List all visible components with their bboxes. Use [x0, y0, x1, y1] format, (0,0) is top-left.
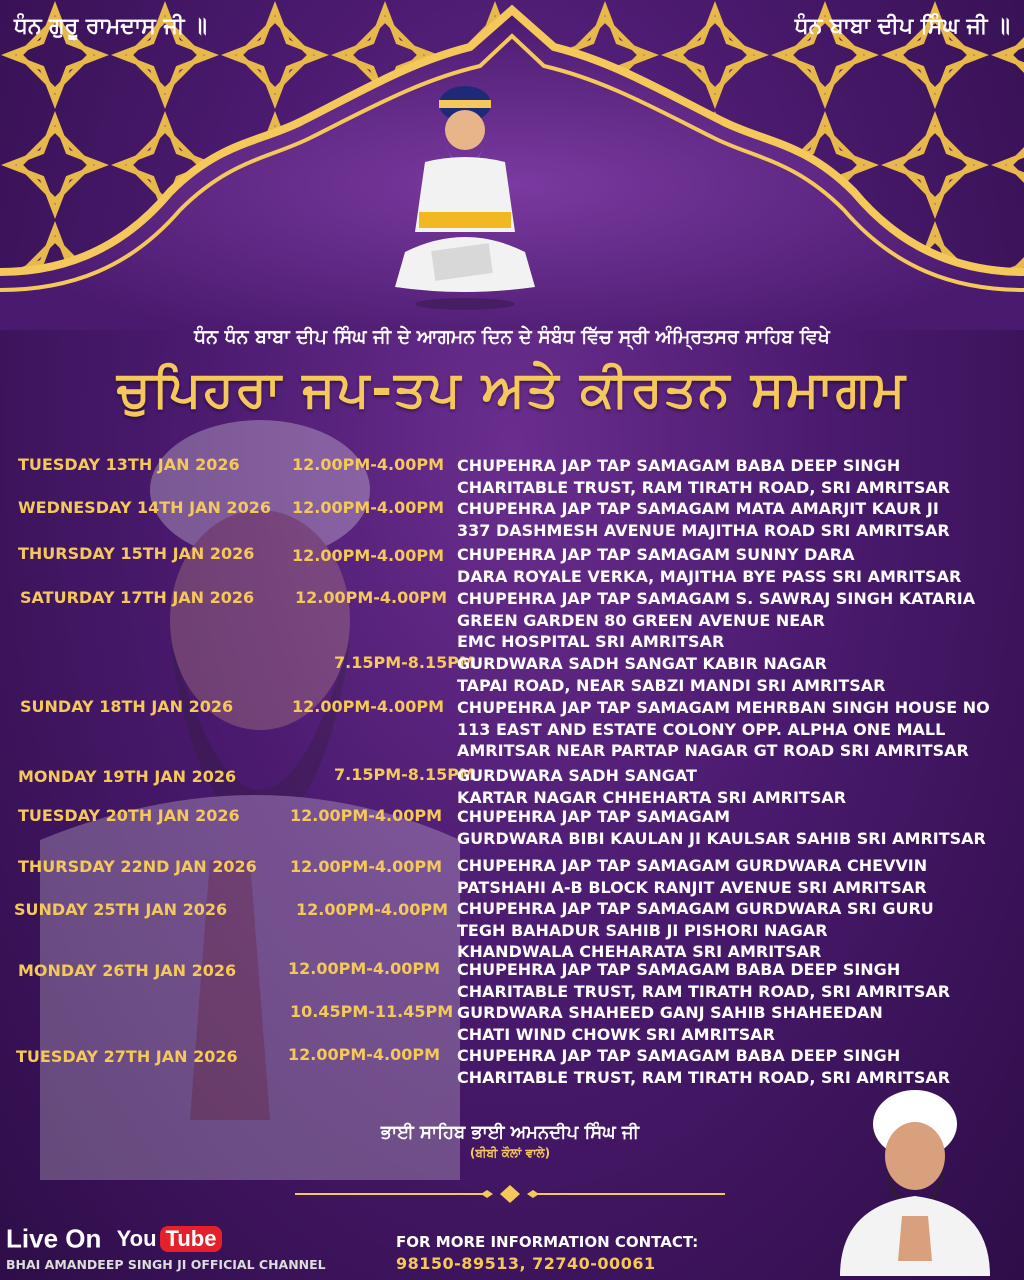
- venue-line: 337 DASHMESH AVENUE MAJITHA ROAD SRI AMRITSAR: [457, 520, 950, 540]
- venue-line: CHUPEHRA JAP TAP SAMAGAM BABA DEEP SINGH: [457, 456, 901, 475]
- venue-line: GURDWARA BIBI KAULAN JI KAULSAR SAHIB SRI AMRITSAR: [457, 828, 986, 848]
- schedule-time: 12.00PM-4.00PM: [290, 857, 443, 876]
- schedule-venue: [457, 855, 1022, 898]
- venue-line: GURDWARA SHAHEED GANJ SAHIB SHAHEEDAN: [457, 1003, 883, 1022]
- schedule-time: 12.00PM-4.00PM: [292, 455, 445, 474]
- header-left-text: ਧੰਨ ਗੁਰੂ ਰਾਮਦਾਸ ਜੀ ॥: [14, 14, 207, 39]
- header-ornament: [0, 0, 1024, 330]
- schedule-time: 7.15PM-8.15PM: [334, 653, 475, 672]
- venue-line: CHARITABLE TRUST, RAM TIRATH ROAD, SRI AMRITSAR: [457, 981, 951, 1001]
- bhai-sahib-portrait: [820, 1086, 1010, 1276]
- schedule-day: WEDNESDAY 14TH JAN 2026: [18, 498, 271, 517]
- schedule-venue: [457, 697, 1022, 762]
- venue-line: CHARITABLE TRUST, RAM TIRATH ROAD, SRI AMRITSAR: [457, 1067, 951, 1087]
- schedule-venue: [457, 765, 1022, 808]
- schedule-venue: [457, 653, 1022, 696]
- schedule-day: TUESDAY 20TH JAN 2026: [18, 806, 240, 825]
- venue-line: KARTAR NAGAR CHHEHARTA SRI AMRITSAR: [457, 787, 847, 807]
- venue-line: TAPAI ROAD, NEAR SABZI MANDI SRI AMRITSAR: [457, 675, 886, 695]
- contact-phones: 98150-89513, 72740-00061: [396, 1254, 656, 1273]
- venue-line: TEGH BAHADUR SAHIB JI PISHORI NAGAR: [457, 920, 828, 940]
- venue-line: CHUPEHRA JAP TAP SAMAGAM MATA AMARJIT KAUR JI: [457, 499, 939, 518]
- schedule-time: 12.00PM-4.00PM: [292, 697, 445, 716]
- schedule-day: MONDAY 26TH JAN 2026: [18, 961, 237, 980]
- schedule-venue: [457, 806, 1022, 849]
- venue-line: AMRITSAR NEAR PARTAP NAGAR GT ROAD SRI AMRITSAR: [457, 741, 969, 760]
- schedule-venue: [457, 898, 1022, 963]
- venue-line: CHATI WIND CHOWK SRI AMRITSAR: [457, 1024, 775, 1044]
- schedule-time: 12.00PM-4.00PM: [290, 806, 443, 825]
- event-title: ਚੁਪਿਹਰਾ ਜਪ-ਤਪ ਅਤੇ ਕੀਰਤਨ ਸਮਾਗਮ: [116, 360, 908, 418]
- schedule-day: SUNDAY 18TH JAN 2026: [20, 697, 234, 716]
- schedule-time: 7.15PM-8.15PM: [334, 765, 475, 784]
- schedule-time: 12.00PM-4.00PM: [288, 959, 441, 978]
- venue-line: GURDWARA SADH SANGAT: [457, 766, 697, 785]
- youtube-logo-tube: Tube: [160, 1226, 223, 1252]
- schedule-day: THURSDAY 15TH JAN 2026: [18, 544, 255, 563]
- schedule-time: 12.00PM-4.00PM: [296, 900, 449, 919]
- schedule-venue: [457, 455, 1022, 498]
- channel-name: BHAI AMANDEEP SINGH JI OFFICIAL CHANNEL: [6, 1257, 326, 1272]
- schedule-time: 12.00PM-4.00PM: [292, 498, 445, 517]
- venue-line: GREEN GARDEN 80 GREEN AVENUE NEAR: [457, 610, 825, 630]
- schedule-venue: [457, 588, 1022, 653]
- venue-line: EMC HOSPITAL SRI AMRITSAR: [457, 632, 725, 651]
- schedule-day: SATURDAY 17TH JAN 2026: [20, 588, 255, 607]
- live-on-label: Live On: [6, 1223, 102, 1254]
- event-subtitle: ਧੰਨ ਧੰਨ ਬਾਬਾ ਦੀਪ ਸਿੰਘ ਜੀ ਦੇ ਆਗਮਨ ਦਿਨ ਦੇ ਸੰਬੰਧ ਵਿੱਚ ਸ੍ਰੀ ਅੰਮ੍ਰਿਤਸਰ ਸਾਹਿਬ ਵਿਖੇ: [194, 326, 830, 348]
- venue-line: CHUPEHRA JAP TAP SAMAGAM: [457, 807, 731, 826]
- schedule-day: TUESDAY 27TH JAN 2026: [16, 1047, 238, 1066]
- venue-line: CHUPEHRA JAP TAP SAMAGAM GURDWARA SRI GURU: [457, 899, 934, 918]
- venue-line: CHUPEHRA JAP TAP SAMAGAM GURDWARA CHEVVIN: [457, 856, 928, 875]
- schedule-venue: [457, 1002, 1022, 1045]
- venue-line: CHUPEHRA JAP TAP SAMAGAM SUNNY DARA: [457, 545, 855, 564]
- venue-line: 113 EAST AND ESTATE COLONY OPP. ALPHA ONE MALL: [457, 719, 946, 739]
- venue-line: GURDWARA SADH SANGAT KABIR NAGAR: [457, 654, 827, 673]
- schedule-venue: [457, 498, 1022, 541]
- header-right-text: ਧੰਨ ਬਾਬਾ ਦੀਪ ਸਿੰਘ ਜੀ ॥: [794, 14, 1010, 39]
- venue-line: CHARITABLE TRUST, RAM TIRATH ROAD, SRI AMRITSAR: [457, 477, 951, 497]
- venue-line: CHUPEHRA JAP TAP SAMAGAM BABA DEEP SINGH: [457, 960, 901, 979]
- schedule-day: MONDAY 19TH JAN 2026: [18, 767, 237, 786]
- schedule-day: TUESDAY 13TH JAN 2026: [18, 455, 240, 474]
- venue-line: KHANDWALA CHEHARATA SRI AMRITSAR: [457, 942, 822, 961]
- venue-line: CHUPEHRA JAP TAP SAMAGAM BABA DEEP SINGH: [457, 1046, 901, 1065]
- venue-line: DARA ROYALE VERKA, MAJITHA BYE PASS SRI AMRITSAR: [457, 566, 962, 586]
- schedule-venue: [457, 959, 1022, 1002]
- venue-line: CHUPEHRA JAP TAP SAMAGAM MEHRBAN SINGH HOUSE NO: [457, 698, 990, 717]
- gold-divider: [295, 1184, 725, 1204]
- schedule-time: 12.00PM-4.00PM: [292, 546, 445, 565]
- schedule-time: 12.00PM-4.00PM: [295, 588, 448, 607]
- live-on-youtube[interactable]: [6, 1222, 222, 1255]
- schedule-day: SUNDAY 25TH JAN 2026: [14, 900, 228, 919]
- presenter-subtitle: (ਬੀਬੀ ਕੌਲਾਂ ਵਾਲੇ): [469, 1146, 551, 1160]
- contact-label: FOR MORE INFORMATION CONTACT:: [396, 1233, 699, 1251]
- baba-deep-singh-illustration: [385, 82, 545, 312]
- youtube-logo-icon: You: [116, 1226, 157, 1252]
- venue-line: PATSHAHI A-B BLOCK RANJIT AVENUE SRI AMRITSAR: [457, 877, 927, 897]
- schedule-venue: [457, 1045, 1022, 1088]
- schedule-time: 12.00PM-4.00PM: [288, 1045, 441, 1064]
- schedule-time: 10.45PM-11.45PM: [290, 1002, 454, 1021]
- schedule-venue: [457, 544, 1022, 587]
- presenter-name: ਭਾਈ ਸਾਹਿਬ ਭਾਈ ਅਮਨਦੀਪ ਸਿੰਘ ਜੀ: [380, 1122, 640, 1143]
- background-portrait: [0, 420, 460, 1180]
- schedule-day: THURSDAY 22ND JAN 2026: [18, 857, 257, 876]
- venue-line: CHUPEHRA JAP TAP SAMAGAM S. SAWRAJ SINGH KATARIA: [457, 589, 976, 608]
